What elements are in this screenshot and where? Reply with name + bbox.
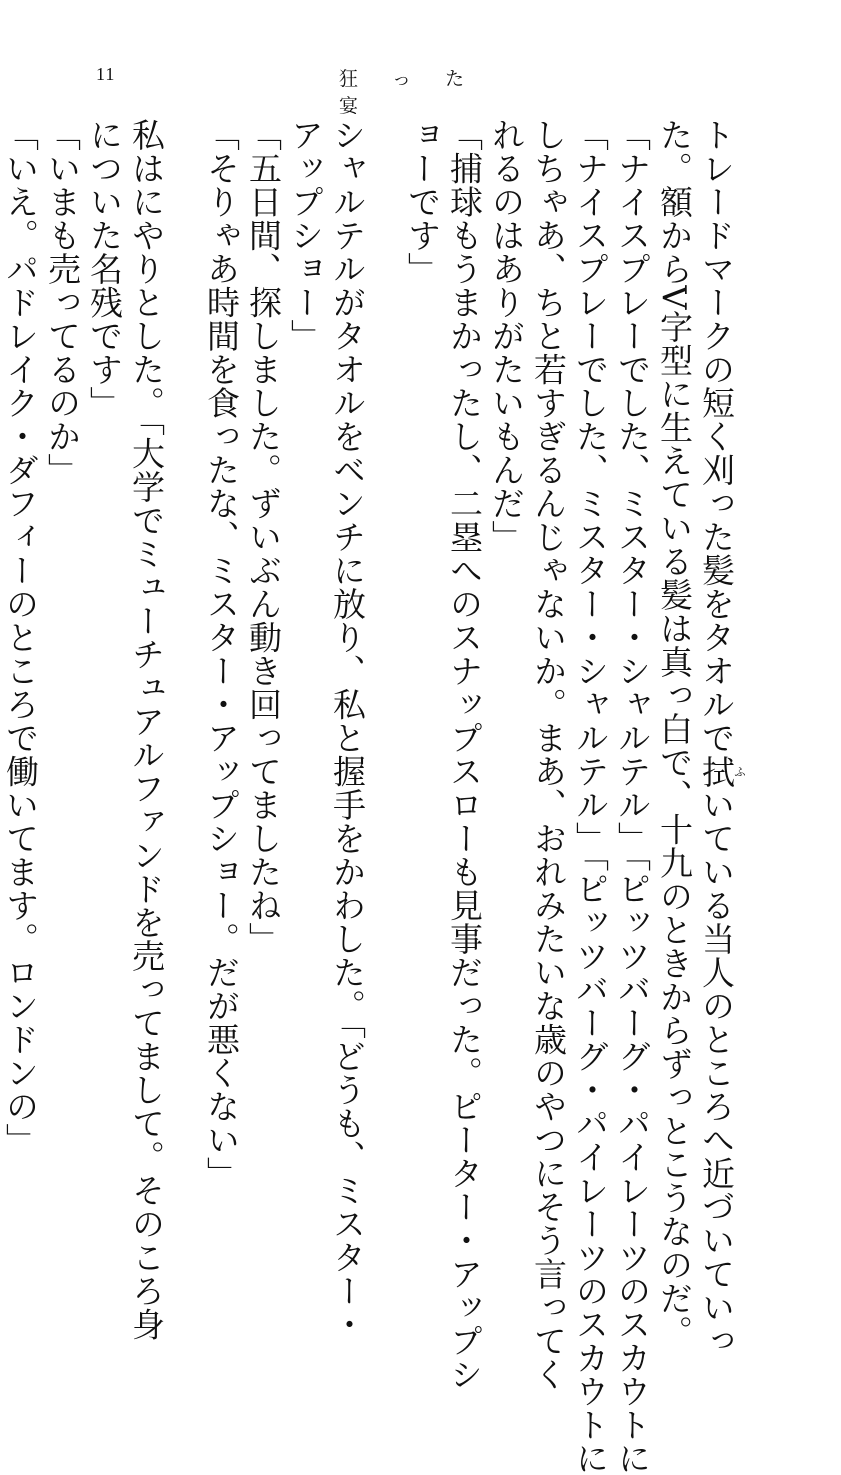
text-line: 「いまも売ってるのか」 <box>43 118 82 487</box>
text-line: トレードマークの短く刈った髪をタオルで拭ふいている当人のところへ近づいていっ <box>697 118 747 1358</box>
text-line: た。額からV字型に生えている髪は真っ白で、十九のときからずっとこうなのだ。 <box>655 118 694 1349</box>
text-line: 「五日間、探しました。ずいぶん動き回ってましたね」 <box>244 118 283 956</box>
text-line: アップショー」 <box>286 118 325 353</box>
text-line: れるのはありがたいもんだ」 <box>487 118 526 554</box>
text-line: しちゃあ、ちと若すぎるんじゃないか。まあ、おれみたいな歳のやつにそう言ってく <box>529 118 568 1391</box>
text-line: 「ナイスプレーでした、ミスター・シャルテル」「ピッツバーグ・パイレーツのスカウトに <box>571 118 610 1475</box>
text-line: 「ナイスプレーでした、ミスター・シャルテル」「ピッツバーグ・パイレーツのスカウトに <box>613 118 652 1475</box>
furigana: 拭ふ <box>697 754 747 788</box>
text-line: 私はにやりとした。「大学でミューチュアルファンドを売ってまして。そのころ身 <box>127 118 166 1341</box>
text-line: 「いえ。パドレイク・ダフィーのところで働いてます。ロンドンの」 <box>1 118 40 1157</box>
vertical-body-text <box>1 118 770 1475</box>
page-number: 11 <box>96 64 116 84</box>
text-line: 「そりゃあ時間を食ったな、ミスター・アップショー。だが悪くない」 <box>202 118 241 1190</box>
text-line: 「捕球もうまかったし、二塁へのスナップスローも見事だった。ピーター・アップシ <box>445 118 484 1391</box>
running-head-title: 狂 っ た 宴 <box>339 68 479 117</box>
text-line: シャルテルがタオルをベンチに放り、私と握手をかわした。「どうも、ミスター・ <box>328 118 367 1341</box>
text-line: ョーです」 <box>403 118 442 286</box>
text-line: についた名残です」 <box>85 118 124 420</box>
